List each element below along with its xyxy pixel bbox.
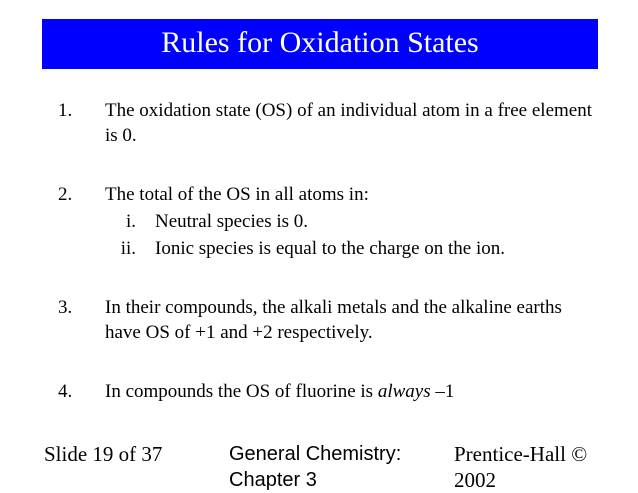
subitem-number: i. [125, 211, 136, 232]
rule-text [105, 379, 595, 404]
rule-text-after: –1 [430, 381, 455, 402]
rule-number: 3. [58, 297, 73, 318]
rule-text: In their compounds, the alkali metals and the alkaline earths have OS of +1 and +2 respectively. [105, 297, 562, 343]
course-footer: General Chemistry: Chapter 3 [229, 443, 402, 491]
rule-number: 4. [58, 381, 73, 402]
rule-text-before: In compounds the OS of fluorine is [105, 381, 378, 402]
rule-text: The oxidation state (OS) of an individual atom in a free element is 0. [105, 100, 592, 146]
slide-number: Slide 19 of 37 [44, 442, 163, 466]
rule-number: 1. [58, 100, 73, 121]
rule-text: The total of the OS in all atoms in: [105, 184, 369, 205]
subitem-text: Ionic species is equal to the charge on the ion. [155, 238, 505, 259]
subitem-number: ii. [120, 238, 136, 259]
publisher-footer: Prentice-Hall © 2002 [454, 442, 588, 492]
rule-text-emphasis: always [377, 381, 431, 402]
rule-number: 2. [58, 184, 73, 205]
slide-title: Rules for Oxidation States [42, 19, 598, 69]
subitem-text: Neutral species is 0. [155, 211, 309, 232]
